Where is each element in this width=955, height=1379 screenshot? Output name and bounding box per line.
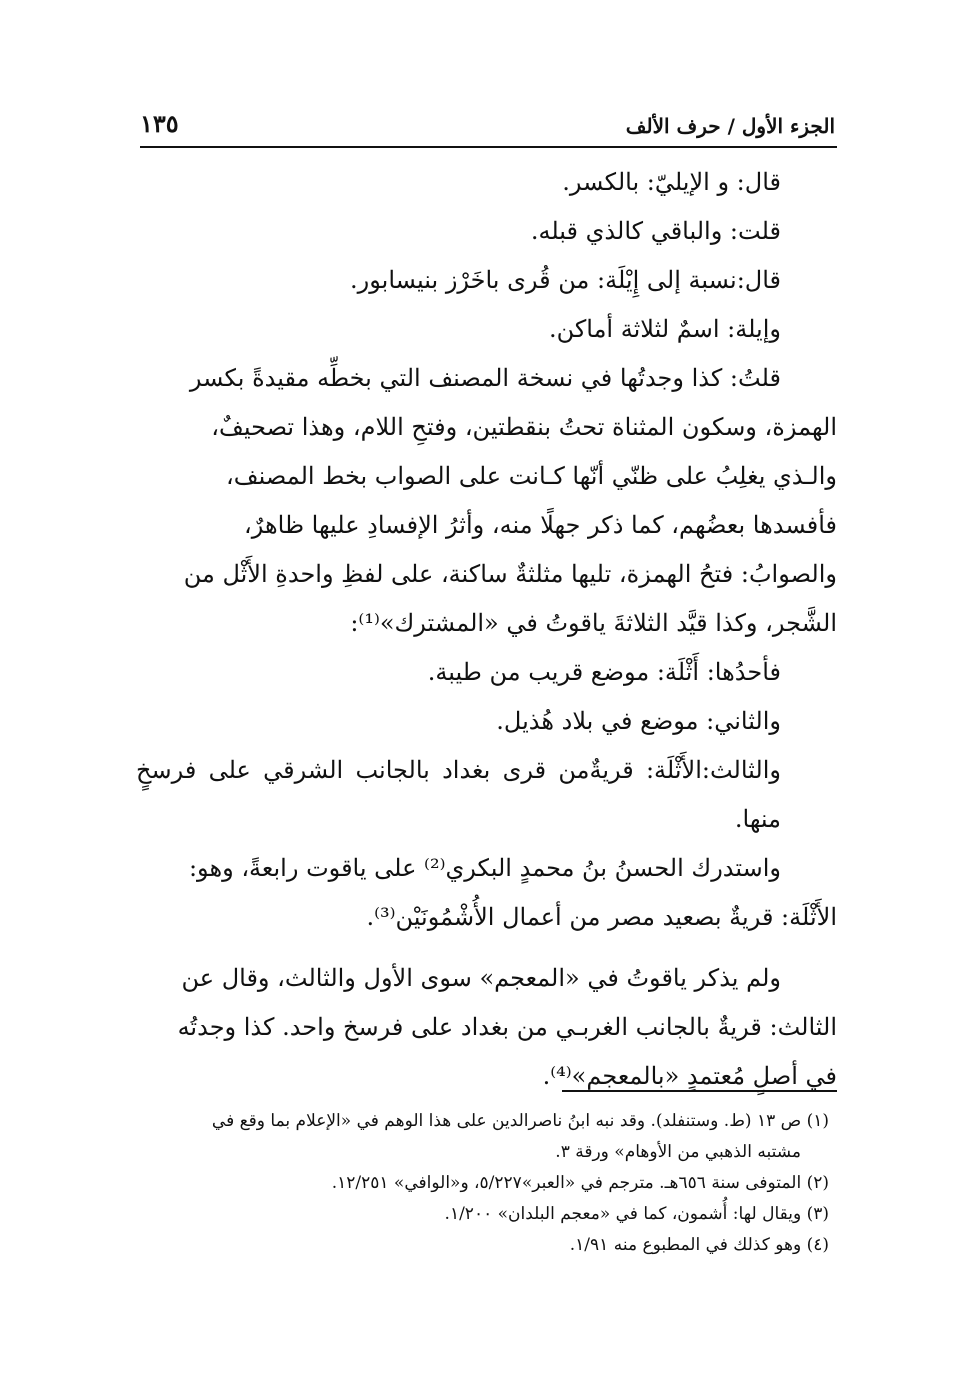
text-line: والثاني: موضع في بلاد هُذيل. [496,707,781,735]
running-title: الجزء الأول / حرف الألف [625,114,835,138]
text-line: قال: و الإيليّ: بالكسر. [562,168,781,196]
text-line: واستدرك الحسنُ بنُ محمدٍ البكري⁽²⁾ على ياقوت رابعةً، وهو: [188,854,781,882]
text-line: قال:نسبة إلى إِيْلَة: من قُرى باخَرْز بنيسابور. [350,266,781,294]
text-line: والصوابُ: فتحُ الهمزة، تليها مثلثةٌ ساكنة، على لفظِ واحدةِ الأَثْل من [183,560,837,588]
footnote-line: (٤) وهو كذلك في المطبوع منه ١/٩١. [569,1235,829,1255]
text-line: الأَثْلَة: قريةٌ بصعيد مصر من أعمال الأُشْمُونَيْن⁽³⁾. [366,903,837,931]
footnote-line: (٣) ويقال لها: أُشمون، كما في «معجم البلدان» ١/٢٠٠. [444,1204,829,1224]
footnote-separator [562,1090,837,1092]
text-line: الثالث: قريةٌ بالجانب الغربـي من بغداد على فرسخ واحد. كذا وجدتُه [177,1013,837,1041]
footnote-line: مشتبه الذهبي من الأوهام» ورقة ٣. [555,1142,801,1162]
text-line: قلت: والباقي كالذي قبله. [530,217,781,245]
text-line: وإيلة: اسمٌ لثلاثة أماكن. [548,315,781,343]
footnote-line: (٢) المتوفى سنة ٦٥٦هـ. مترجم في «العبر»٥/٢٢٧، و«الوافي» ١٢/٢٥١. [331,1173,829,1193]
text-line: فأفسدها بعضُهم، كما ذكر جهلًا منه، وأثرُ الإفسادِ عليها ظاهرٌ، [243,511,837,539]
text-line: الهمزة، وسكون المثناة تحتُ بنقطتين، وفتحِ اللام، وهذا تصحيفٌ، [211,413,837,441]
footnotes [136,1106,837,1261]
main-text [136,158,837,1101]
text-line: ولم يذكر ياقوتُ في «المعجم» سوى الأول والثالث، وقال عن [181,964,781,992]
footnote-line: (١) ص ١٣ (ط. وستنفلد). وقد نبه ابنُ ناصرالدين على هذا الوهم في «الإعلام بما وقع في [211,1111,829,1131]
text-line: الشَّجر، وكذا قيَّد الثلاثةَ ياقوتُ في «المشترك»⁽¹⁾: [350,609,837,637]
text-line: والـذي يغلِبُ على ظنّي أنّها كـانت على الصواب بخط المصنف، [226,462,837,490]
header-rule [140,146,837,148]
page-header [140,98,835,138]
text-line: في أصلٍ مُعتمدٍ «بالمعجم»⁽⁴⁾. [542,1062,837,1090]
page-number: ١٣٥ [140,109,179,138]
text-line: قلتُ: كذا وجدتُها في نسخة المصنف التي بخطِّه مقيدةً بكسر [189,364,781,392]
text-line: فأحدُها: أَثْلَة: موضع قريب من طيبة. [427,658,781,686]
text-line: والثالث:الأَثْلَة: قريةٌمن قرى بغداد بالجانب الشرقي على فرسخٍ منها. [136,756,781,833]
